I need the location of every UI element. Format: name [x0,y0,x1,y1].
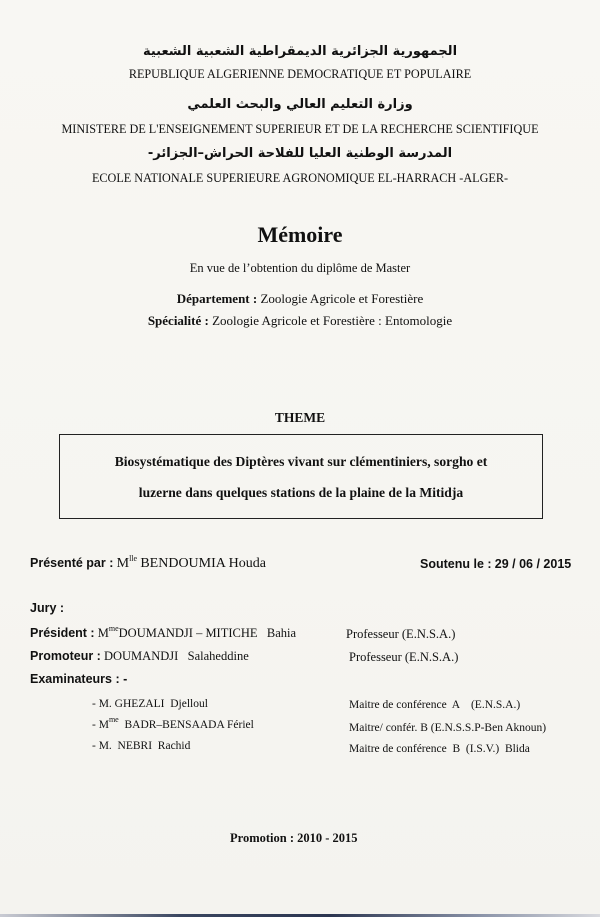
theme-box [59,434,543,519]
examinateurs-label: Examinateurs : - [30,672,128,686]
document-subtitle: En vue de l’obtention du diplôme de Master [189,261,411,275]
examinateur-3-name: - M. NEBRI Rachid [92,740,191,752]
theme-title-line-1: Biosystématique des Diptères vivant sur clémentiniers, sorgho et [114,454,488,469]
presente-label: Présenté par : [30,556,114,570]
promoteur-role: Professeur (E.N.S.A.) [349,650,459,664]
examinateur-3-role: Maitre de conférence B (I.S.V.) Blida [349,743,530,755]
specialite-line [0,313,600,329]
theme-title-line-2: luzerne dans quelques stations de la plaine de la Mitidja [138,485,464,500]
examinateur-1-name: - M. GHEZALI Djelloul [92,698,208,710]
examinateur-name [92,715,254,731]
promotion-line: Promotion : 2010 - 2015 [230,831,358,845]
presente-par-line [30,555,266,572]
document-title: Mémoire [257,222,343,247]
jury-heading: Jury : [30,601,65,615]
soutenu-date: 29 / 06 / 2015 [494,557,572,571]
promoteur-label: Promoteur : [30,649,101,663]
presente-title-sup: lle [129,554,138,563]
examinateur-2-title: - M [92,719,109,731]
president-title [98,626,119,640]
examinateur-name [92,740,190,752]
soutenu-line [420,556,571,572]
ministry-french: MINISTERE DE L'ENSEIGNEMENT SUPERIEUR ET DE LA RECHERCHE SCIENTIFIQUE [61,122,539,136]
president-role: Professeur (E.N.S.A.) [346,627,456,641]
promoteur-line [30,649,249,664]
ministry-arabic: وزارة التعليم العالي والبحث العلمي [187,97,413,112]
president-name: DOUMANDJI – MITICHE Bahia [118,626,297,640]
president-title-sup: me [108,624,119,633]
soutenu-label: Soutenu le : [420,557,492,571]
examinateur-2-role: Maitre/ confér. B (E.N.S.S.P-Ben Aknoun) [349,722,547,734]
presente-title-text: M [116,556,130,571]
republic-french: REPUBLIQUE ALGERIENNE DEMOCRATIQUE ET POPULAIRE [128,67,472,81]
specialite-value: Zoologie Agricole et Forestière : Entomologie [208,313,453,328]
examinateur-2-name: BADR–BENSAADA Fériel [118,719,254,731]
specialite-label: Spécialité : [147,313,209,328]
departement-value: Zoologie Agricole et Forestière [257,291,424,306]
president-title-text: M [97,626,109,640]
school-arabic: المدرسة الوطنية العليا للفلاحة الحراش–الجزائر- [147,146,453,161]
theme-heading: THEME [274,410,326,425]
examinateur-2-title-sup: me [108,715,119,724]
departement-line [0,291,600,307]
school-french: ECOLE NATIONALE SUPERIEURE AGRONOMIQUE EL-HARRACH -ALGER- [91,171,509,185]
president-label: Président : [30,626,95,640]
presente-name: BENDOUMIA Houda [140,556,266,571]
presente-title [117,556,137,571]
examinateur-1-role: Maitre de conférence A (E.N.S.A.) [349,699,521,711]
president-line [30,626,296,641]
departement-label: Département : [176,291,258,306]
examinateur-name [92,698,208,710]
promoteur-name: DOUMANDJI Salaheddine [103,649,249,663]
republic-arabic: الجمهورية الجزائرية الديمقراطية الشعبية الشعبية [142,44,458,59]
